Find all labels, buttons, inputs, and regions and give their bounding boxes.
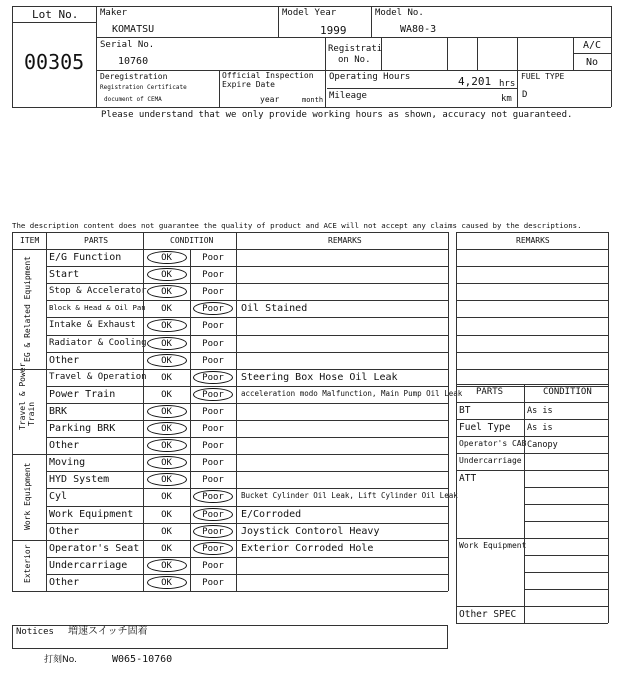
- item-header: ITEM: [20, 236, 40, 245]
- ok-selected-mark: [147, 268, 187, 281]
- ok-selected-mark: [147, 251, 187, 264]
- remark-text: Steering Box Hose Oil Leak: [241, 371, 398, 383]
- right-condition-header: CONDITION: [543, 387, 592, 397]
- poor-option: Poor: [202, 475, 224, 486]
- ac-label: A/C: [583, 40, 602, 51]
- ok-option: OK: [161, 441, 172, 452]
- ok-option: OK: [161, 509, 172, 520]
- ok-option: OK: [161, 458, 172, 469]
- group-label-travel-2: Train: [27, 401, 36, 426]
- remark-text: acceleration modo Malfunction, Main Pump Oil Leak: [241, 388, 463, 398]
- ok-selected-mark: [147, 422, 187, 435]
- poor-option: Poor: [202, 577, 224, 588]
- fuel-type-value: D: [522, 90, 528, 100]
- part-label: Other: [49, 440, 80, 452]
- description-disclaimer: The description content does not guarantee the quality of product and ACE will not accept any claims caused by the descriptions.: [12, 221, 582, 230]
- part-label: Block & Head & Oil Pan: [49, 303, 146, 313]
- remark-text: Oil Stained: [241, 303, 308, 315]
- model-no-value: WA80-3: [400, 24, 437, 35]
- right-parts-header: PARTS: [476, 387, 504, 397]
- part-label: HYD System: [49, 474, 110, 486]
- ok-selected-mark: [147, 354, 187, 367]
- ok-selected-mark: [147, 405, 187, 418]
- poor-option: Poor: [202, 321, 224, 332]
- remark-text: Bucket Cylinder Oil Leak, Lift Cylinder Oil Leak: [241, 491, 458, 501]
- poor-option: Poor: [202, 270, 224, 281]
- ok-option: OK: [161, 424, 172, 434]
- ok-selected-mark: [147, 439, 187, 452]
- right-part-label: Other SPEC: [459, 609, 517, 620]
- part-label: Moving: [49, 457, 86, 469]
- stamp-value: W065-10760: [112, 654, 173, 665]
- condition-header: CONDITION: [170, 236, 214, 245]
- cema-label: document of CEMA: [104, 96, 162, 103]
- right-part-label: Fuel Type: [459, 422, 511, 433]
- maker-value: KOMATSU: [112, 24, 155, 35]
- poor-option: Poor: [202, 372, 224, 383]
- poor-selected-mark: [193, 388, 233, 401]
- poor-option: Poor: [202, 253, 224, 263]
- poor-option: Poor: [202, 424, 224, 434]
- right-part-label: Operator's CAB: [459, 439, 527, 448]
- poor-option: Poor: [202, 509, 224, 520]
- poor-option: Poor: [202, 560, 224, 571]
- part-label: E/G Function: [49, 252, 122, 263]
- poor-option: Poor: [202, 492, 224, 503]
- right-part-label: Undercarriage: [459, 456, 522, 465]
- registration-label-1: Registrati: [328, 44, 383, 54]
- part-label: BRK: [49, 405, 68, 417]
- hours-disclaimer: Please understand that we only provide working hours as shown, accuracy not guaranteed.: [101, 110, 573, 120]
- deregistration-label: Deregistration: [100, 72, 168, 81]
- right-condition-value: As is: [527, 406, 553, 416]
- model-year-value: 1999: [320, 24, 347, 37]
- ok-option: OK: [161, 321, 172, 332]
- ok-option: OK: [161, 492, 172, 503]
- year-label: year: [260, 95, 280, 104]
- part-label: Other: [49, 576, 80, 588]
- right-part-label: BT: [459, 405, 471, 416]
- group-label-eg: EG & Related Equipment: [23, 256, 32, 362]
- poor-option: Poor: [202, 458, 224, 469]
- poor-option: Poor: [202, 304, 224, 315]
- registration-certificate-label: Registration Certificate: [100, 84, 187, 91]
- right-part-label: ATT: [459, 473, 477, 484]
- remarks-header: REMARKS: [328, 236, 362, 245]
- part-label: Intake & Exhaust: [49, 320, 136, 331]
- operating-hours-value: 4,201: [458, 75, 492, 88]
- poor-option: Poor: [202, 406, 224, 417]
- ok-selected-mark: [147, 559, 187, 572]
- right-part-label: Work Equipment: [459, 541, 527, 550]
- maker-label: Maker: [100, 8, 128, 18]
- ok-option: OK: [161, 304, 172, 315]
- ok-option: OK: [161, 577, 172, 588]
- part-label: Travel & Operation: [49, 371, 147, 382]
- poor-option: Poor: [202, 389, 224, 400]
- ok-option: OK: [161, 406, 172, 417]
- right-remarks-header: REMARKS: [516, 236, 550, 245]
- ok-option: OK: [161, 372, 172, 383]
- group-label-work: Work Equipment: [23, 462, 32, 530]
- ok-selected-mark: [147, 576, 187, 589]
- right-condition-value: Canopy: [527, 440, 558, 450]
- lot-no-label: Lot No.: [32, 8, 79, 21]
- part-label: Radiator & Cooling: [49, 337, 147, 348]
- ok-selected-mark: [147, 285, 187, 298]
- km-label: km: [501, 94, 512, 104]
- ok-option: OK: [161, 560, 172, 571]
- remark-text: Joystick Contorol Heavy: [241, 525, 380, 537]
- right-condition-value: As is: [527, 423, 553, 433]
- notices-label: Notices: [16, 627, 54, 637]
- ok-selected-mark: [147, 337, 187, 350]
- mileage-label: Mileage: [329, 91, 367, 101]
- ok-selected-mark: [147, 456, 187, 469]
- ok-option: OK: [161, 475, 172, 486]
- model-year-label: Model Year: [282, 8, 337, 18]
- serial-no-label: Serial No.: [100, 40, 155, 50]
- ok-option: OK: [161, 543, 172, 554]
- ok-option: OK: [161, 338, 172, 349]
- model-no-label: Model No.: [375, 8, 424, 18]
- part-label: Other: [49, 525, 80, 537]
- part-label: Other: [49, 354, 80, 366]
- poor-selected-mark: [193, 371, 233, 384]
- part-label: Operator's Seat: [49, 542, 140, 554]
- part-label: Stop & Accelerator: [49, 286, 147, 297]
- part-label: Work Equipment: [49, 508, 134, 520]
- parts-header: PARTS: [84, 236, 109, 245]
- remark-text: E/Corroded: [241, 508, 302, 520]
- part-label: Start: [49, 269, 80, 281]
- poor-option: Poor: [202, 526, 224, 537]
- stamp-label: 打刻No.: [44, 655, 77, 665]
- hrs-label: hrs: [499, 79, 516, 89]
- ok-option: OK: [161, 526, 172, 537]
- poor-selected-mark: [193, 542, 233, 555]
- ac-value: No: [586, 57, 599, 68]
- ok-option: OK: [161, 389, 172, 400]
- poor-option: Poor: [202, 441, 224, 452]
- registration-label-2: on No.: [338, 55, 371, 65]
- poor-option: Poor: [202, 338, 224, 349]
- part-label: Parking BRK: [49, 423, 116, 434]
- poor-selected-mark: [193, 525, 233, 538]
- serial-no-value: 10760: [118, 56, 149, 67]
- official-inspection-label-1: Official Inspection: [222, 71, 314, 80]
- ok-option: OK: [161, 287, 172, 298]
- ok-option: OK: [161, 270, 172, 281]
- poor-option: Poor: [202, 355, 224, 366]
- part-label: Power Train: [49, 388, 116, 400]
- operating-hours-label: Operating Hours: [329, 72, 411, 82]
- ok-option: OK: [161, 253, 172, 263]
- part-label: Undercarriage: [49, 559, 128, 571]
- poor-option: Poor: [202, 543, 224, 554]
- group-label-exterior: Exterior: [23, 544, 32, 583]
- notices-text: 増速スイッチ固着: [68, 626, 148, 637]
- ok-option: OK: [161, 355, 172, 366]
- official-inspection-label-2: Expire Date: [222, 80, 275, 89]
- poor-option: Poor: [202, 287, 224, 298]
- remark-text: Exterior Corroded Hole: [241, 542, 374, 554]
- lot-no-value: 00305: [24, 50, 85, 74]
- month-label: month: [302, 96, 324, 104]
- part-label: Cyl: [49, 491, 68, 503]
- poor-selected-mark: [193, 508, 233, 521]
- group-label-travel-1: Travel & Power: [18, 362, 27, 430]
- fuel-type-label: FUEL TYPE: [521, 72, 565, 81]
